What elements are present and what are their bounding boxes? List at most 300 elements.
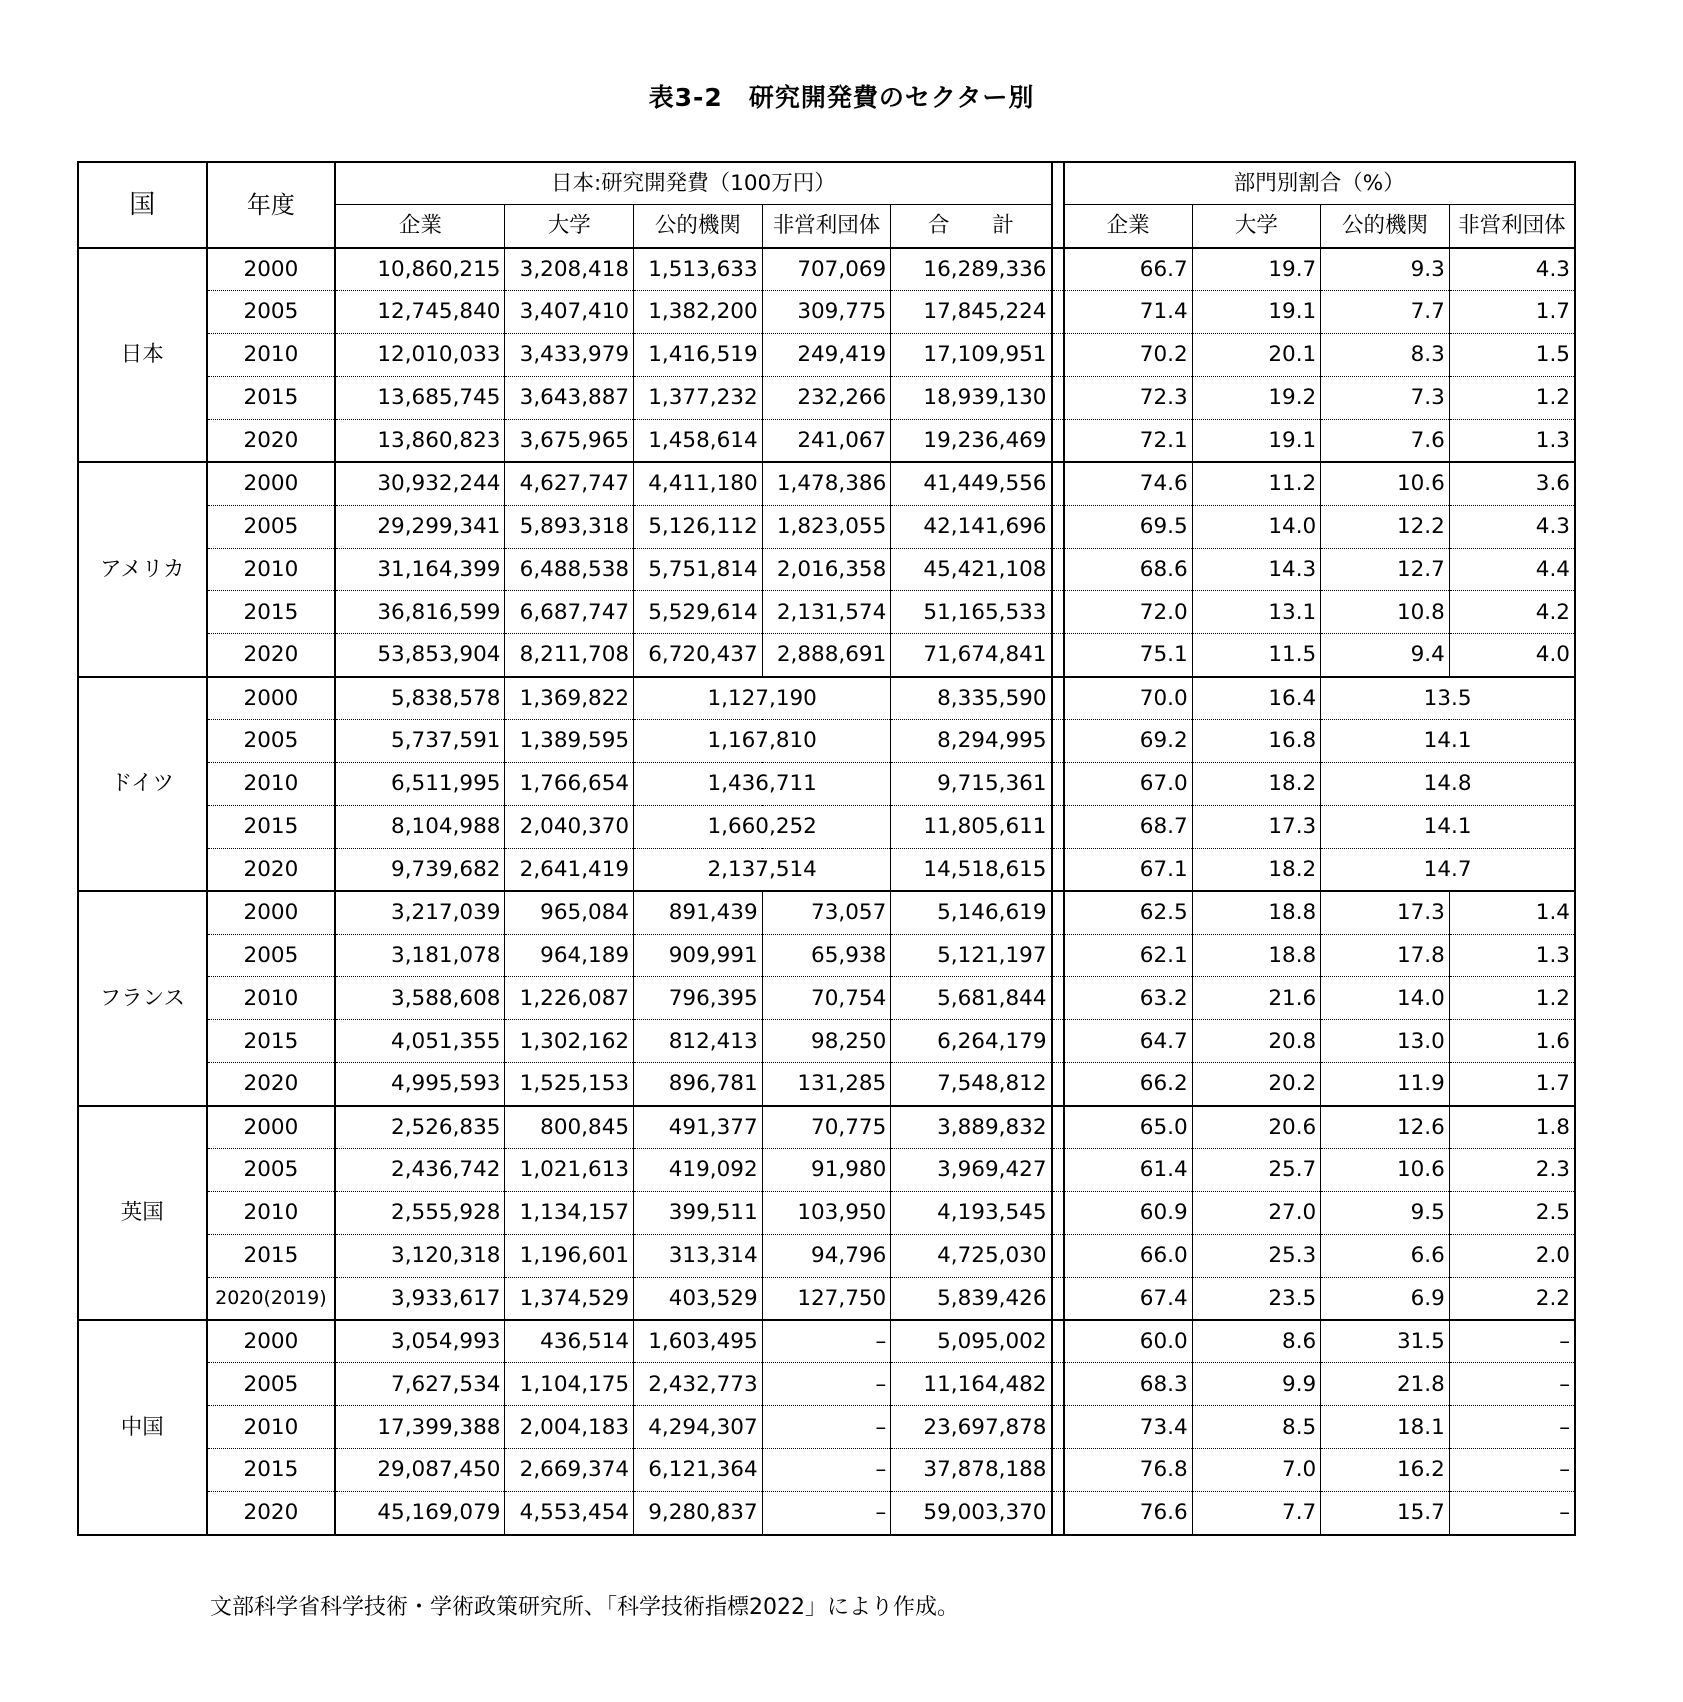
public-nonprofit-cell: 2,137,514 <box>634 848 891 891</box>
year-cell: 2010 <box>207 1406 336 1449</box>
ratio-nonprofit-cell: 1.2 <box>1449 376 1575 419</box>
ratio-nonprofit-cell: – <box>1449 1363 1575 1406</box>
total-cell: 16,289,336 <box>891 248 1052 291</box>
column-gap <box>1052 591 1064 634</box>
table-row <box>78 1449 1575 1492</box>
total-cell: 17,109,951 <box>891 334 1052 377</box>
university-cell: 3,675,965 <box>505 419 634 462</box>
university-cell: 4,553,454 <box>505 1492 634 1535</box>
nonprofit-cell: 2,016,358 <box>762 548 891 591</box>
public-cell: 796,395 <box>634 977 763 1020</box>
enterprise-cell: 2,436,742 <box>335 1148 505 1191</box>
ratio-nonprofit-cell: 2.2 <box>1449 1277 1575 1320</box>
enterprise-cell: 8,104,988 <box>335 805 505 848</box>
table-row <box>78 1363 1575 1406</box>
enterprise-cell: 7,627,534 <box>335 1363 505 1406</box>
enterprise-cell: 3,217,039 <box>335 891 505 934</box>
public-cell: 1,603,495 <box>634 1320 763 1363</box>
nonprofit-cell: 131,285 <box>762 1063 891 1106</box>
column-gap <box>1052 1406 1064 1449</box>
column-gap <box>1052 1363 1064 1406</box>
table-row <box>78 977 1575 1020</box>
ratio-public-cell: 15.7 <box>1321 1492 1450 1535</box>
total-cell: 5,839,426 <box>891 1277 1052 1320</box>
total-cell: 8,335,590 <box>891 677 1052 720</box>
year-cell: 2000 <box>207 677 336 720</box>
header-university: 大学 <box>505 205 634 248</box>
ratio-enterprise-cell: 67.0 <box>1064 762 1193 805</box>
ratio-enterprise-cell: 68.7 <box>1064 805 1193 848</box>
total-cell: 4,725,030 <box>891 1234 1052 1277</box>
ratio-public-cell: 9.3 <box>1321 248 1450 291</box>
table-row <box>78 1148 1575 1191</box>
enterprise-cell: 13,685,745 <box>335 376 505 419</box>
enterprise-cell: 2,526,835 <box>335 1106 505 1149</box>
public-cell: 6,121,364 <box>634 1449 763 1492</box>
total-cell: 6,264,179 <box>891 1020 1052 1063</box>
university-cell: 2,040,370 <box>505 805 634 848</box>
public-cell: 1,513,633 <box>634 248 763 291</box>
column-gap <box>1052 376 1064 419</box>
header-year: 年度 <box>207 162 336 248</box>
year-cell: 2000 <box>207 891 336 934</box>
ratio-enterprise-cell: 62.1 <box>1064 934 1193 977</box>
ratio-university-cell: 19.1 <box>1192 419 1321 462</box>
ratio-public-cell: 11.9 <box>1321 1063 1450 1106</box>
column-gap <box>1052 1320 1064 1363</box>
public-cell: 5,751,814 <box>634 548 763 591</box>
ratio-public-cell: 9.4 <box>1321 634 1450 677</box>
university-cell: 965,084 <box>505 891 634 934</box>
header-ratio-group: 部門別割合（%） <box>1064 162 1575 205</box>
ratio-nonprofit-cell: 1.8 <box>1449 1106 1575 1149</box>
ratio-enterprise-cell: 72.0 <box>1064 591 1193 634</box>
table-row <box>78 376 1575 419</box>
table-row <box>78 891 1575 934</box>
column-gap <box>1052 548 1064 591</box>
total-cell: 45,421,108 <box>891 548 1052 591</box>
ratio-university-cell: 11.5 <box>1192 634 1321 677</box>
table-row <box>78 1063 1575 1106</box>
table-row <box>78 1106 1575 1149</box>
nonprofit-cell: 127,750 <box>762 1277 891 1320</box>
year-cell: 2015 <box>207 805 336 848</box>
ratio-nonprofit-cell: 1.5 <box>1449 334 1575 377</box>
enterprise-cell: 4,051,355 <box>335 1020 505 1063</box>
header-ratio-enterprise: 企業 <box>1064 205 1193 248</box>
table-row <box>78 248 1575 291</box>
column-gap <box>1052 1148 1064 1191</box>
ratio-nonprofit-cell: 4.3 <box>1449 248 1575 291</box>
year-cell: 2005 <box>207 1363 336 1406</box>
column-gap <box>1052 1191 1064 1234</box>
ratio-enterprise-cell: 65.0 <box>1064 1106 1193 1149</box>
university-cell: 1,369,822 <box>505 677 634 720</box>
nonprofit-cell: 70,775 <box>762 1106 891 1149</box>
table-row <box>78 848 1575 891</box>
ratio-university-cell: 23.5 <box>1192 1277 1321 1320</box>
nonprofit-cell: 707,069 <box>762 248 891 291</box>
column-gap <box>1052 977 1064 1020</box>
ratio-enterprise-cell: 68.3 <box>1064 1363 1193 1406</box>
ratio-nonprofit-cell: – <box>1449 1449 1575 1492</box>
enterprise-cell: 2,555,928 <box>335 1191 505 1234</box>
country-name: 日本 <box>78 248 207 462</box>
year-cell: 2000 <box>207 462 336 505</box>
ratio-enterprise-cell: 76.6 <box>1064 1492 1193 1535</box>
ratio-public-cell: 16.2 <box>1321 1449 1450 1492</box>
enterprise-cell: 45,169,079 <box>335 1492 505 1535</box>
ratio-university-cell: 20.6 <box>1192 1106 1321 1149</box>
ratio-university-cell: 25.7 <box>1192 1148 1321 1191</box>
university-cell: 3,407,410 <box>505 291 634 334</box>
enterprise-cell: 10,860,215 <box>335 248 505 291</box>
country-name: アメリカ <box>78 462 207 676</box>
ratio-university-cell: 19.1 <box>1192 291 1321 334</box>
total-cell: 8,294,995 <box>891 720 1052 763</box>
page-title: 表3-2 研究開発費のセクター別 <box>648 83 1035 112</box>
ratio-public-cell: 10.6 <box>1321 1148 1450 1191</box>
ratio-enterprise-cell: 70.0 <box>1064 677 1193 720</box>
year-cell: 2010 <box>207 548 336 591</box>
ratio-nonprofit-cell: – <box>1449 1320 1575 1363</box>
ratio-enterprise-cell: 62.5 <box>1064 891 1193 934</box>
year-cell: 2010 <box>207 1191 336 1234</box>
ratio-university-cell: 18.8 <box>1192 891 1321 934</box>
header-ratio-public: 公的機関 <box>1321 205 1450 248</box>
ratio-nonprofit-cell: 1.6 <box>1449 1020 1575 1063</box>
university-cell: 3,208,418 <box>505 248 634 291</box>
ratio-nonprofit-cell: – <box>1449 1492 1575 1535</box>
ratio-enterprise-cell: 72.1 <box>1064 419 1193 462</box>
ratio-enterprise-cell: 64.7 <box>1064 1020 1193 1063</box>
nonprofit-cell: – <box>762 1492 891 1535</box>
ratio-university-cell: 20.1 <box>1192 334 1321 377</box>
ratio-public-cell: 7.3 <box>1321 376 1450 419</box>
ratio-enterprise-cell: 69.5 <box>1064 505 1193 548</box>
column-gap <box>1052 634 1064 677</box>
table-row <box>78 334 1575 377</box>
total-cell: 23,697,878 <box>891 1406 1052 1449</box>
public-cell: 9,280,837 <box>634 1492 763 1535</box>
ratio-public-cell: 7.7 <box>1321 291 1450 334</box>
table-row <box>78 720 1575 763</box>
university-cell: 1,104,175 <box>505 1363 634 1406</box>
ratio-university-cell: 19.7 <box>1192 248 1321 291</box>
enterprise-cell: 3,181,078 <box>335 934 505 977</box>
total-cell: 17,845,224 <box>891 291 1052 334</box>
nonprofit-cell: 1,823,055 <box>762 505 891 548</box>
nonprofit-cell: 103,950 <box>762 1191 891 1234</box>
ratio-enterprise-cell: 66.0 <box>1064 1234 1193 1277</box>
ratio-enterprise-cell: 60.9 <box>1064 1191 1193 1234</box>
nonprofit-cell: 94,796 <box>762 1234 891 1277</box>
total-cell: 59,003,370 <box>891 1492 1052 1535</box>
table-row <box>78 634 1575 677</box>
year-cell: 2010 <box>207 334 336 377</box>
ratio-public-cell: 12.2 <box>1321 505 1450 548</box>
table-row <box>78 591 1575 634</box>
ratio-public-cell: 10.8 <box>1321 591 1450 634</box>
public-nonprofit-cell: 1,167,810 <box>634 720 891 763</box>
ratio-public-cell: 8.3 <box>1321 334 1450 377</box>
header-ratio-university: 大学 <box>1192 205 1321 248</box>
ratio-university-cell: 20.8 <box>1192 1020 1321 1063</box>
year-cell: 2005 <box>207 1148 336 1191</box>
nonprofit-cell: 65,938 <box>762 934 891 977</box>
ratio-university-cell: 9.9 <box>1192 1363 1321 1406</box>
university-cell: 6,488,538 <box>505 548 634 591</box>
table-body <box>78 248 1575 1535</box>
ratio-public-nonprofit-cell: 13.5 <box>1321 677 1575 720</box>
nonprofit-cell: 70,754 <box>762 977 891 1020</box>
total-cell: 7,548,812 <box>891 1063 1052 1106</box>
public-cell: 2,432,773 <box>634 1363 763 1406</box>
country-name: フランス <box>78 891 207 1105</box>
ratio-nonprofit-cell: 1.7 <box>1449 291 1575 334</box>
source-note: 文部科学省科学技術・学術政策研究所、「科学技術指標2022」により作成。 <box>210 1595 959 1620</box>
ratio-nonprofit-cell: 1.3 <box>1449 934 1575 977</box>
public-cell: 896,781 <box>634 1063 763 1106</box>
nonprofit-cell: – <box>762 1449 891 1492</box>
header-nonprofit: 非営利団体 <box>762 205 891 248</box>
public-nonprofit-cell: 1,127,190 <box>634 677 891 720</box>
total-cell: 14,518,615 <box>891 848 1052 891</box>
ratio-public-cell: 6.9 <box>1321 1277 1450 1320</box>
ratio-public-nonprofit-cell: 14.1 <box>1321 720 1575 763</box>
ratio-nonprofit-cell: 1.7 <box>1449 1063 1575 1106</box>
enterprise-cell: 3,588,608 <box>335 977 505 1020</box>
ratio-university-cell: 7.0 <box>1192 1449 1321 1492</box>
enterprise-cell: 4,995,593 <box>335 1063 505 1106</box>
public-cell: 313,314 <box>634 1234 763 1277</box>
ratio-nonprofit-cell: 4.0 <box>1449 634 1575 677</box>
ratio-university-cell: 21.6 <box>1192 977 1321 1020</box>
public-cell: 1,377,232 <box>634 376 763 419</box>
enterprise-cell: 12,010,033 <box>335 334 505 377</box>
table-row <box>78 462 1575 505</box>
enterprise-cell: 3,933,617 <box>335 1277 505 1320</box>
total-cell: 3,889,832 <box>891 1106 1052 1149</box>
nonprofit-cell: 241,067 <box>762 419 891 462</box>
year-cell: 2020(2019) <box>207 1277 336 1320</box>
ratio-enterprise-cell: 67.4 <box>1064 1277 1193 1320</box>
ratio-public-cell: 17.3 <box>1321 891 1450 934</box>
public-cell: 5,529,614 <box>634 591 763 634</box>
enterprise-cell: 53,853,904 <box>335 634 505 677</box>
ratio-university-cell: 8.5 <box>1192 1406 1321 1449</box>
public-cell: 1,458,614 <box>634 419 763 462</box>
column-gap <box>1052 1020 1064 1063</box>
ratio-university-cell: 20.2 <box>1192 1063 1321 1106</box>
university-cell: 1,525,153 <box>505 1063 634 1106</box>
university-cell: 964,189 <box>505 934 634 977</box>
rd-spending-table <box>77 161 1576 1536</box>
ratio-enterprise-cell: 61.4 <box>1064 1148 1193 1191</box>
header-enterprise: 企業 <box>335 205 505 248</box>
total-cell: 5,095,002 <box>891 1320 1052 1363</box>
university-cell: 6,687,747 <box>505 591 634 634</box>
column-gap <box>1052 1063 1064 1106</box>
year-cell: 2015 <box>207 591 336 634</box>
nonprofit-cell: – <box>762 1320 891 1363</box>
ratio-public-nonprofit-cell: 14.8 <box>1321 762 1575 805</box>
university-cell: 3,433,979 <box>505 334 634 377</box>
table-row <box>78 1020 1575 1063</box>
column-gap <box>1052 720 1064 763</box>
total-cell: 3,969,427 <box>891 1148 1052 1191</box>
university-cell: 1,766,654 <box>505 762 634 805</box>
public-cell: 891,439 <box>634 891 763 934</box>
table-row <box>78 1277 1575 1320</box>
ratio-enterprise-cell: 72.3 <box>1064 376 1193 419</box>
ratio-enterprise-cell: 66.7 <box>1064 248 1193 291</box>
ratio-nonprofit-cell: 2.5 <box>1449 1191 1575 1234</box>
year-cell: 2020 <box>207 1063 336 1106</box>
column-gap <box>1052 1106 1064 1149</box>
table-row <box>78 291 1575 334</box>
ratio-public-nonprofit-cell: 14.1 <box>1321 805 1575 848</box>
column-gap <box>1052 419 1064 462</box>
ratio-university-cell: 8.6 <box>1192 1320 1321 1363</box>
ratio-nonprofit-cell: 4.3 <box>1449 505 1575 548</box>
public-nonprofit-cell: 1,436,711 <box>634 762 891 805</box>
university-cell: 1,389,595 <box>505 720 634 763</box>
public-cell: 812,413 <box>634 1020 763 1063</box>
ratio-public-cell: 18.1 <box>1321 1406 1450 1449</box>
year-cell: 2015 <box>207 1020 336 1063</box>
enterprise-cell: 3,054,993 <box>335 1320 505 1363</box>
total-cell: 5,121,197 <box>891 934 1052 977</box>
year-cell: 2010 <box>207 762 336 805</box>
enterprise-cell: 12,745,840 <box>335 291 505 334</box>
ratio-enterprise-cell: 68.6 <box>1064 548 1193 591</box>
enterprise-cell: 30,932,244 <box>335 462 505 505</box>
public-cell: 419,092 <box>634 1148 763 1191</box>
ratio-university-cell: 16.8 <box>1192 720 1321 763</box>
university-cell: 1,021,613 <box>505 1148 634 1191</box>
table-row <box>78 1191 1575 1234</box>
total-cell: 9,715,361 <box>891 762 1052 805</box>
ratio-university-cell: 13.1 <box>1192 591 1321 634</box>
table-row <box>78 419 1575 462</box>
total-cell: 41,449,556 <box>891 462 1052 505</box>
ratio-public-nonprofit-cell: 14.7 <box>1321 848 1575 891</box>
nonprofit-cell: 73,057 <box>762 891 891 934</box>
table-row <box>78 1234 1575 1277</box>
university-cell: 1,374,529 <box>505 1277 634 1320</box>
column-gap <box>1052 805 1064 848</box>
enterprise-cell: 5,737,591 <box>335 720 505 763</box>
table-row <box>78 677 1575 720</box>
total-cell: 5,146,619 <box>891 891 1052 934</box>
enterprise-cell: 5,838,578 <box>335 677 505 720</box>
year-cell: 2010 <box>207 977 336 1020</box>
ratio-enterprise-cell: 66.2 <box>1064 1063 1193 1106</box>
public-nonprofit-cell: 1,660,252 <box>634 805 891 848</box>
ratio-university-cell: 25.3 <box>1192 1234 1321 1277</box>
public-cell: 5,126,112 <box>634 505 763 548</box>
nonprofit-cell: – <box>762 1363 891 1406</box>
enterprise-cell: 6,511,995 <box>335 762 505 805</box>
ratio-university-cell: 16.4 <box>1192 677 1321 720</box>
public-cell: 1,416,519 <box>634 334 763 377</box>
university-cell: 5,893,318 <box>505 505 634 548</box>
university-cell: 1,134,157 <box>505 1191 634 1234</box>
university-cell: 436,514 <box>505 1320 634 1363</box>
column-gap <box>1052 505 1064 548</box>
enterprise-cell: 29,299,341 <box>335 505 505 548</box>
ratio-nonprofit-cell: 1.2 <box>1449 977 1575 1020</box>
total-cell: 11,805,611 <box>891 805 1052 848</box>
ratio-public-cell: 21.8 <box>1321 1363 1450 1406</box>
ratio-university-cell: 19.2 <box>1192 376 1321 419</box>
public-cell: 399,511 <box>634 1191 763 1234</box>
ratio-university-cell: 14.0 <box>1192 505 1321 548</box>
year-cell: 2020 <box>207 419 336 462</box>
ratio-nonprofit-cell: 1.3 <box>1449 419 1575 462</box>
column-gap <box>1052 1277 1064 1320</box>
ratio-university-cell: 18.2 <box>1192 848 1321 891</box>
year-cell: 2005 <box>207 291 336 334</box>
ratio-enterprise-cell: 71.4 <box>1064 291 1193 334</box>
ratio-public-cell: 10.6 <box>1321 462 1450 505</box>
nonprofit-cell: 98,250 <box>762 1020 891 1063</box>
total-cell: 42,141,696 <box>891 505 1052 548</box>
enterprise-cell: 36,816,599 <box>335 591 505 634</box>
country-name: ドイツ <box>78 677 207 891</box>
year-cell: 2000 <box>207 248 336 291</box>
ratio-enterprise-cell: 74.6 <box>1064 462 1193 505</box>
header-row-top <box>78 162 1575 205</box>
university-cell: 4,627,747 <box>505 462 634 505</box>
table-row <box>78 1320 1575 1363</box>
enterprise-cell: 9,739,682 <box>335 848 505 891</box>
university-cell: 2,669,374 <box>505 1449 634 1492</box>
ratio-nonprofit-cell: 3.6 <box>1449 462 1575 505</box>
nonprofit-cell: 249,419 <box>762 334 891 377</box>
country-name: 中国 <box>78 1320 207 1534</box>
university-cell: 1,226,087 <box>505 977 634 1020</box>
ratio-public-cell: 13.0 <box>1321 1020 1450 1063</box>
nonprofit-cell: – <box>762 1406 891 1449</box>
year-cell: 2015 <box>207 376 336 419</box>
total-cell: 19,236,469 <box>891 419 1052 462</box>
total-cell: 51,165,533 <box>891 591 1052 634</box>
nonprofit-cell: 2,888,691 <box>762 634 891 677</box>
public-cell: 403,529 <box>634 1277 763 1320</box>
column-gap <box>1052 1492 1064 1535</box>
column-gap <box>1052 1449 1064 1492</box>
ratio-public-cell: 9.5 <box>1321 1191 1450 1234</box>
ratio-university-cell: 7.7 <box>1192 1492 1321 1535</box>
table-row <box>78 805 1575 848</box>
ratio-nonprofit-cell: 2.3 <box>1449 1148 1575 1191</box>
university-cell: 1,302,162 <box>505 1020 634 1063</box>
total-cell: 37,878,188 <box>891 1449 1052 1492</box>
ratio-public-cell: 12.7 <box>1321 548 1450 591</box>
table-row <box>78 548 1575 591</box>
year-cell: 2015 <box>207 1449 336 1492</box>
total-cell: 4,193,545 <box>891 1191 1052 1234</box>
university-cell: 2,004,183 <box>505 1406 634 1449</box>
table-row <box>78 762 1575 805</box>
enterprise-cell: 17,399,388 <box>335 1406 505 1449</box>
table-row <box>78 505 1575 548</box>
year-cell: 2000 <box>207 1106 336 1149</box>
ratio-university-cell: 27.0 <box>1192 1191 1321 1234</box>
ratio-public-cell: 31.5 <box>1321 1320 1450 1363</box>
